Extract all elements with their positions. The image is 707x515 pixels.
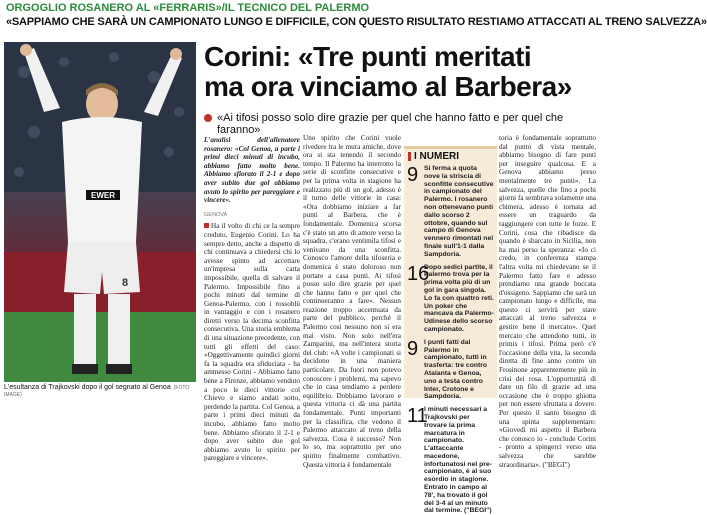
headline-line-1: Corini: «Tre punti meritati — [204, 41, 532, 72]
left-leg — [74, 294, 96, 369]
subkicker: «SAPPIAMO CHE SARÀ UN CAMPIONATO LUNGO E DIFFICILE, CON QUESTO RISULTATO RESTIAMO ATTACCATI AL TRENO SALVEZZA» — [6, 16, 707, 28]
numbers-title-text: I NUMERI — [414, 151, 459, 162]
photo-credit: (FOTO IMAGE) — [4, 385, 190, 398]
number-text: I minuti necessari a Trajkovski per trovare la prima marcatura in campionato. L'attaccante macedone, infortunatosi nel pre-campionato, è al suo esordio in stagione. Entrato in campo al 78', ha trovato il gol del 3-4 al un minuto dal termine. ("BEGI") — [424, 406, 492, 515]
caption-text: L'esultanza di Trajkovski dopo il gol segnato al Genoa — [4, 384, 171, 391]
jersey-sponsor: EWER — [91, 191, 115, 200]
article-column-2 — [303, 134, 401, 469]
number-item — [404, 339, 497, 401]
jersey-number: 8 — [122, 277, 129, 289]
number-value: 16 — [407, 262, 430, 285]
headline-line-2: ma ora vinciamo al Barbera» — [204, 71, 572, 102]
article-lead: L'analisi dell'allenatore rosanero: «Col Genoa, a parte i primi dieci minuti di incubo, abbiamo fatto molto bene. Abbiamo sfiorato il 2-1 e dopo aver subito due gol abbiamo avuto lo spirito per pareggiare e vincere». — [204, 136, 300, 205]
jersey — [62, 117, 142, 242]
dateline: GENOVA — [204, 211, 228, 218]
player-illustration — [4, 42, 196, 382]
paragraph-marker-icon — [204, 223, 209, 228]
numbers-box — [404, 146, 497, 515]
right-hand — [170, 48, 182, 60]
column-1-body — [204, 222, 300, 463]
player-photo — [4, 42, 196, 382]
right-boot — [106, 364, 132, 374]
pitch — [4, 312, 196, 382]
article-column-4 — [499, 134, 596, 469]
number-text: Dopo sedici partite, il Palermo trova per la prima volta più di un gol in gara singola. Lo fa con quattro reti. Un poker che mancava da Palermo-Udinese dello scorso campionato. — [424, 263, 494, 333]
left-hand — [20, 44, 32, 56]
column-1-text: Ha il volto di chi ce la sempre creduto, Eugenio Corini. Lo ha sempre detto, anche a dispetto di chi continuava a chiedersi chi lo avesse spinto ad accettare un'impresa sulla carta impossibile, quella di salvare il Palermo. Impossibile fino a pochi minuti dal termine di Genoa-Palermo, con i rossoblù in vantaggio e con i rosanero diretti verso la decima sconfitta consecutiva. Una storia emblema di una situazione precedente, con tutti gli effetti del caso: «Oggettivamente quindici giorni fa la squadra era sfiduciata - ha ammesso Corini - Abbiamo fatto bene a Firenze, abbiamo venduto a poco le dieci vittorie col Chievo e siamo andati sotto, perdendo la partita. Col Genoa, a parte i primi dieci minuti da incubo, abbiamo fatto molto bene. Abbiamo sfiorato il 2-1 e dopo aver subito due gol abbiamo avuto lo spirito per pareggiare e vincere». — [204, 222, 300, 463]
number-value: 11 — [407, 405, 428, 428]
title-bar-icon — [408, 152, 411, 161]
number-text: I punti fatti dal Palermo in campionato, tutti in trasferta: tre contro Atalanta e Genoa, uno a testa contro Inter, Crotone e Sampdoria. — [424, 338, 488, 401]
number-value: 9 — [407, 337, 419, 360]
deck-bullet-icon — [204, 114, 212, 122]
deck-text: «Ai tifosi posso solo dire grazie per quel che hanno fatto e per quel che faranno» — [217, 112, 564, 136]
number-value: 9 — [407, 164, 419, 186]
article-column-1 — [204, 136, 300, 463]
right-leg — [108, 294, 130, 369]
deck — [204, 112, 596, 136]
photo-caption — [4, 384, 196, 398]
number-item — [404, 406, 497, 515]
left-boot — [72, 364, 98, 374]
numbers-box-title — [404, 149, 497, 165]
number-text: Si ferma a quota nove la striscia di sconfitte consecutive in campionato del Palermo. I rosanero non ottenevano punti dallo scorso 2 ottobre, quando sul campo di Genova vennero rimontati nel finale sull'1-1 dalla Sampdoria. — [424, 165, 494, 258]
headline — [204, 42, 596, 102]
column-2-body: Uno spirito che Corini vuole rivedere tra le mura amiche, dove ora si sta tenendo il secondo tempo. Il Palermo ha interrotto la serie di sconfitte consecutive e per la prima volta in stagione ha realizzato più di un gol, adesso è il turno delle vittorie in casa: «Ora dobbiamo iniziare a far punti al Barbera, che è fondamentale. Domenica scorsa c'è stato un atto di amore verso la squadra, c'erano ventimila tifosi e venivano da una sconfitta. Conosco l'amore della tifoseria e domenica è stato doloroso non portare a casa punti. Ai tifosi posso solo dire grazie per quel che hanno fatto e per quel che continueranno a fare». Nessun reazione troppo accentuata da parte del pubblico, perché il Palermo così nessuno non si era mai visto. Non solo nell'era Zamparini, ma nell'intera storia del club: «A volte i campionati si decidono in una maniera particolare. Da fuori non potevo conoscere i problemi, ma sapevo che in casa tendiamo a perdere equilibrio. Dobbiamo lavorare e questa vittoria ci dà una partita fondamentale. Punti importanti per la classifica, che vedono il Palermo attaccato al treno della salvezza. Cosa è successo? Non lo so, ma soprattutto per uno spirito finalmente combattivo. Questa vittoria è fondamentale — [303, 134, 401, 469]
column-4-body: toria è fondamentale soprattutto dal punto di vista mentale, abbiamo bisogno di fare punti per inseguire qualcosa. E a Genova abbiamo preso mentalmente tre punti». La salvezza, quelle che fino a pochi giorni fa sembrava solamente una chimera, adesso è tornata ad essere un traguardo da raggiungere con tutte le forze. E Corini, cosa che ribadisce da quando è sbarcato in Sicilia, non ha mai perso la speranza: «Io ci credo, in conferenza stampa l'altra volta mi chiedevano se il Palermo fatto fare e adesso prendiamo una grande boccata d'ossigeno. Sappiamo che sarà un campionato lungo e difficile, ma questo ci servirà per stare attaccati al treno salvezza e gestire bene il mercato». Quel mercato che attendono tutti, in primis i tifosi. Prima però c'è l'occasione della vita, la seconda diretta di fine anno contro un Frosinone apparentemente più in crisi dei rosa. L'opportunità di dare un filo di grazie ad una occasione che è troppo ghiotta per non essere sfruttata a dovere. Per questo il santo bisogno di una spinta supplementare: «Giovedì mi aspetto il Barbera che conosco io - conclude Corini - pronto a spingerci verso una salvezza che sarebbe straordinaria». ("BEGI") — [499, 134, 596, 469]
number-item — [404, 165, 497, 259]
number-item — [404, 264, 497, 334]
kicker: ORGOGLIO ROSANERO AL «FERRARIS»/IL TECNICO DEL PALERMO — [6, 2, 370, 14]
